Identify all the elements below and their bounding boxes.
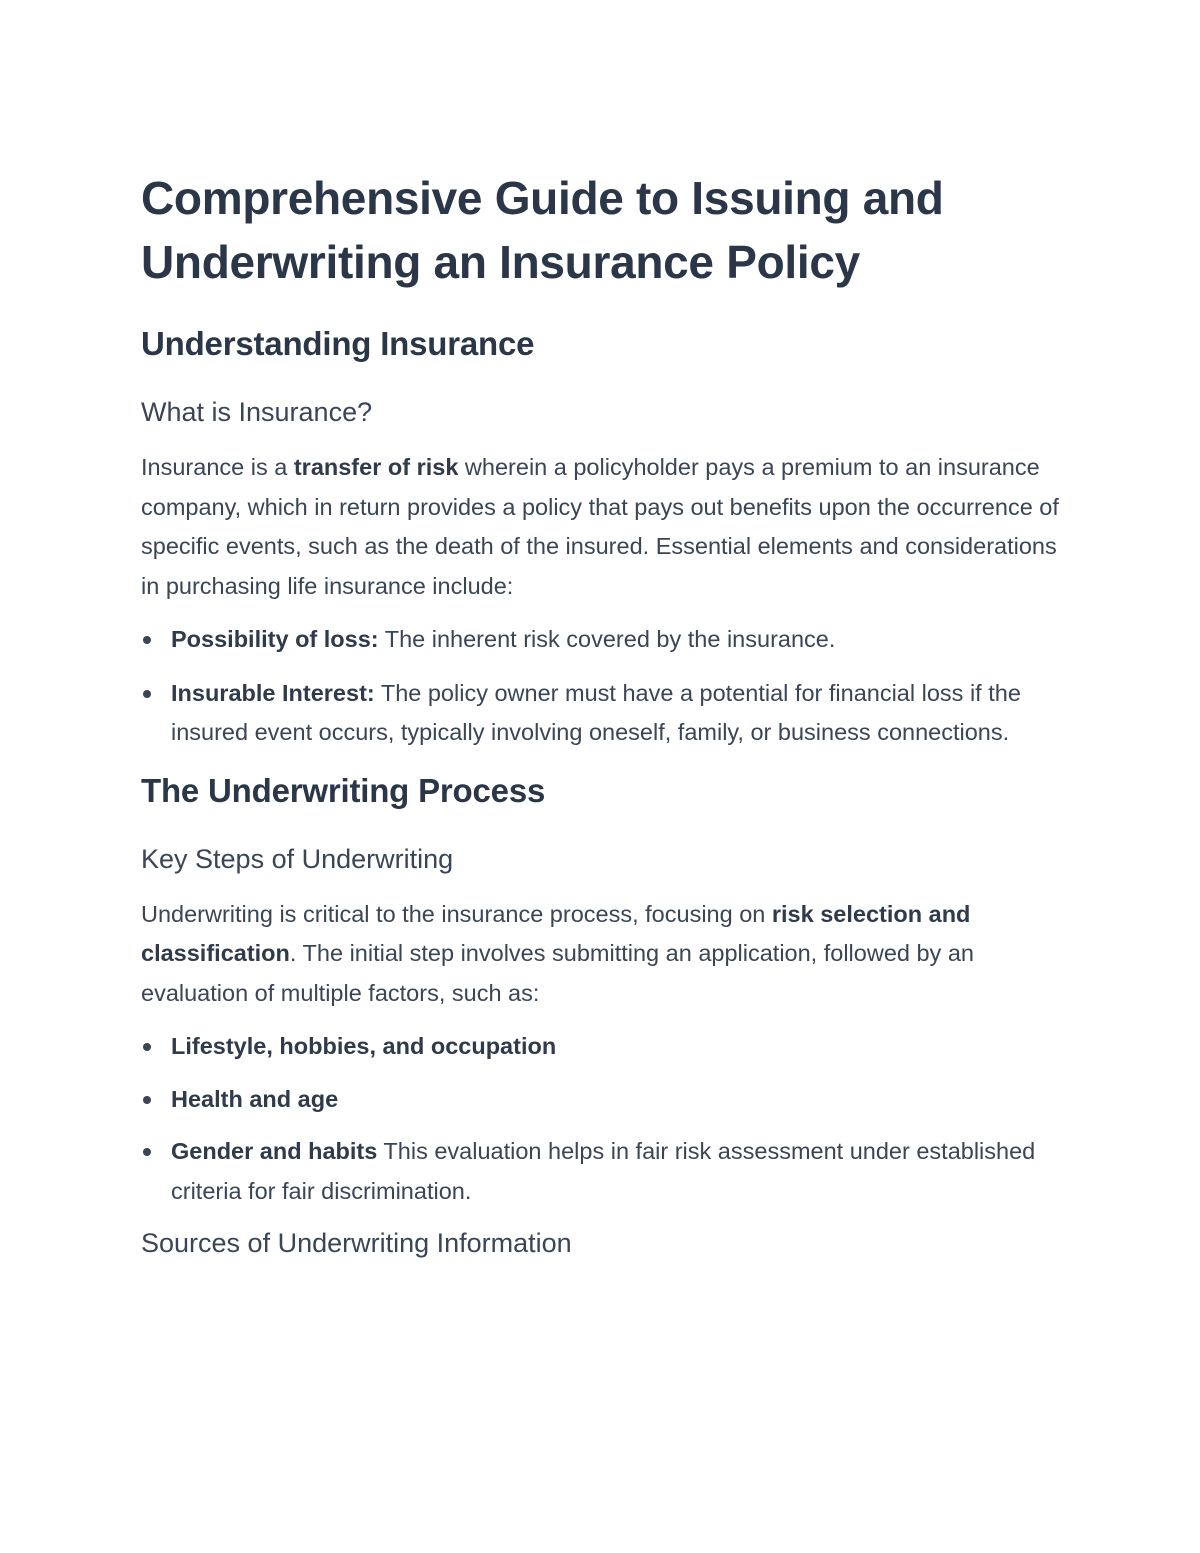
list-item-term: Health and age <box>171 1085 339 1112</box>
list-item-text: The inherent risk covered by the insurance. <box>378 626 836 652</box>
list-item-term: Lifestyle, hobbies, and occupation <box>171 1033 557 1059</box>
subheading-what-is-insurance: What is Insurance? <box>141 397 373 427</box>
list-item-text: This evaluation helps in fair risk assessment under established criteria for fair discrimination. <box>171 1138 1036 1204</box>
subheading-key-steps: Key Steps of Underwriting <box>141 843 454 874</box>
bullet-icon <box>143 1148 151 1156</box>
bullet-icon <box>143 636 151 644</box>
paragraph-text: wherein a policyholder pays a premium to an insurance company, which in return provides a policy that pays out benefits upon the occurrence of specific events, such as the death of the insured. Essential elements and considerations in purchasing life insurance include: <box>141 454 1059 599</box>
list-item-term: Insurable Interest: <box>171 679 375 706</box>
list-item-lifestyle <box>141 1027 1066 1067</box>
bullet-icon <box>143 690 151 698</box>
bullet-icon <box>143 1043 151 1051</box>
subheading-sources-of-underwriting-information: Sources of Underwriting Information <box>141 1228 572 1258</box>
list-item-insurable-interest <box>141 674 1066 753</box>
list-item-possibility-of-loss <box>141 620 1066 660</box>
underwriting-paragraph <box>141 895 1066 1014</box>
list-item-health-and-age <box>141 1080 1066 1120</box>
list-item-term: Possibility of loss: <box>171 626 379 652</box>
insurance-elements-list <box>141 620 1066 753</box>
paragraph-text: . The initial step involves submitting an application, followed by an evaluation of multiple factors, such as: <box>141 940 974 1006</box>
list-item-term: Gender and habits <box>171 1138 378 1164</box>
paragraph-bold-term: transfer of risk <box>293 454 459 480</box>
underwriting-factors-list <box>141 1027 1066 1211</box>
paragraph-text: Insurance is a <box>141 454 294 480</box>
insurance-definition-paragraph <box>141 448 1066 606</box>
paragraph-bold-term: risk selection and classification <box>141 900 971 966</box>
paragraph-text: Underwriting is critical to the insurance process, focusing on <box>141 900 772 927</box>
section-heading-understanding-insurance: Understanding Insurance <box>141 325 535 362</box>
list-item-gender-and-habits <box>141 1132 1066 1211</box>
page-title: Comprehensive Guide to Issuing and Underwriting an Insurance Policy <box>141 172 944 288</box>
document-page <box>141 166 1066 1261</box>
bullet-icon <box>143 1096 151 1104</box>
list-item-text: The policy owner must have a potential for financial loss if the insured event occurs, typically involving oneself, family, or business connections. <box>171 679 1021 745</box>
section-heading-underwriting-process: The Underwriting Process <box>141 771 546 809</box>
